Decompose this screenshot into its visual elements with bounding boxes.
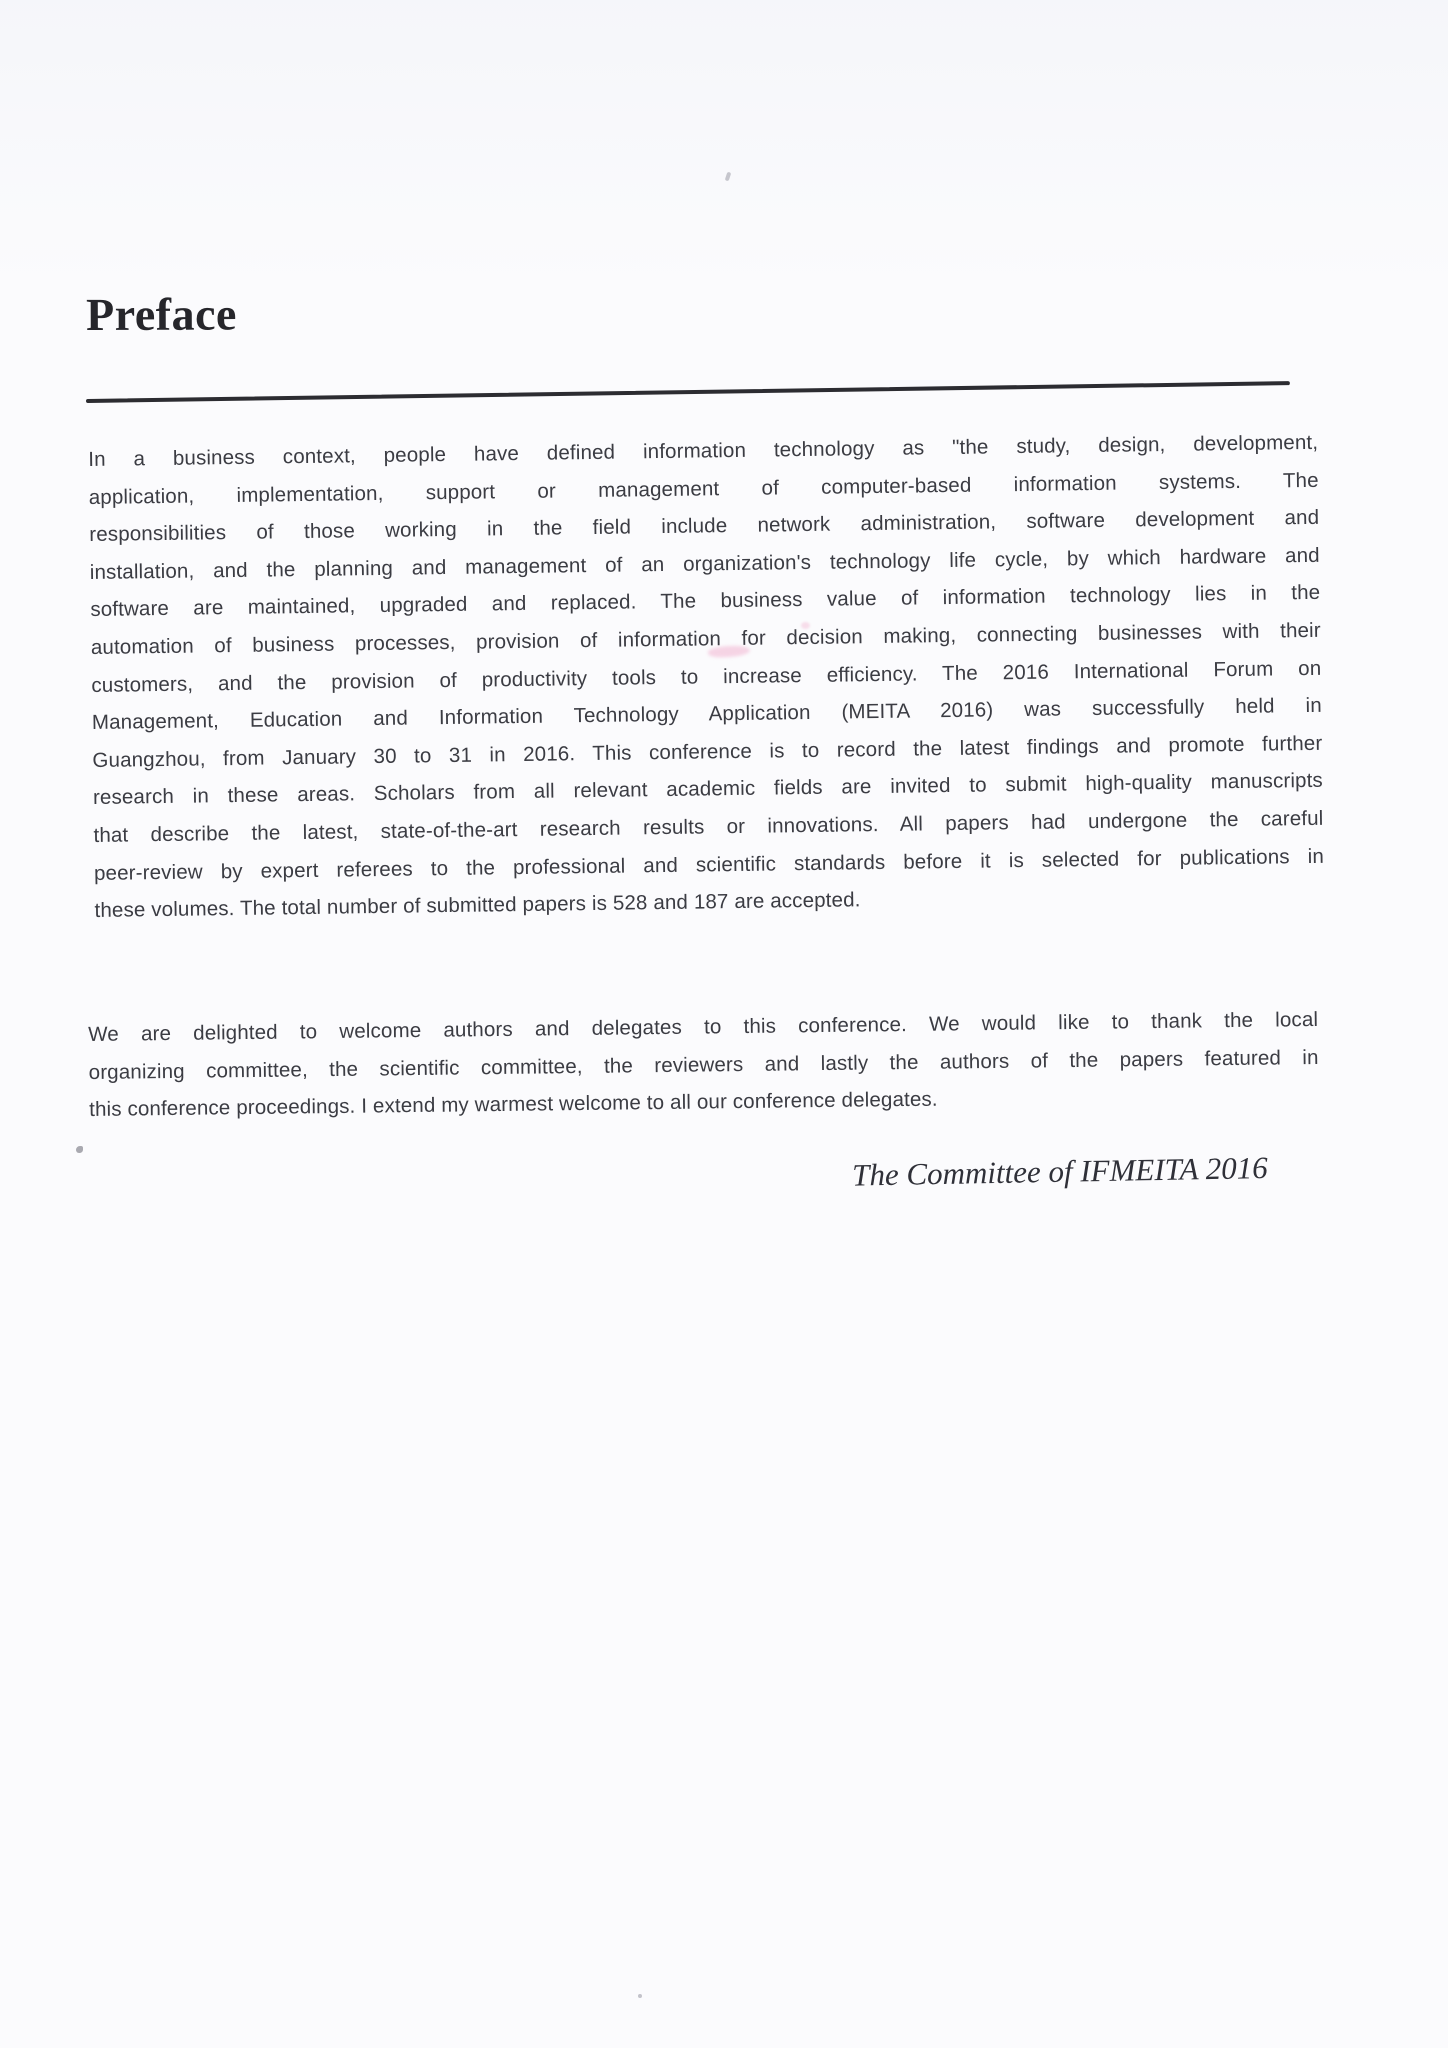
text-line: research in these areas. Scholars from all relevant academic fields are invited to submit high-quality manuscripts (92, 769, 1324, 810)
scan-speck (638, 1994, 642, 1998)
text-line: application, implementation, support or management of computer-based information systems. The (88, 468, 1319, 509)
committee-signature: The Committee of IFMEITA 2016 (851, 1150, 1268, 1193)
pink-smudge-dot (801, 622, 810, 629)
scan-speck (76, 1146, 83, 1153)
text-line: We are delighted to welcome authors and delegates to this conference. We would like to thank the local (88, 1007, 1319, 1046)
text-line: software are maintained, upgraded and replaced. The business value of information technology lies in the (90, 581, 1321, 622)
text-line: that describe the latest, state-of-the-art research results or innovations. All papers had undergone the careful (93, 806, 1324, 847)
preface-paragraph-2 (88, 1001, 1319, 1129)
text-line: In a business context, people have defined information technology as "the study, design, development, (88, 430, 1319, 471)
text-line: automation of business processes, provision of information for decision making, connecting businesses with their (90, 618, 1321, 659)
text-line: installation, and the planning and management of an organization's technology life cycle, by which hardware and (89, 543, 1320, 584)
text-line: Management, Education and Information Technology Application (MEITA 2016) was successfully held in (91, 693, 1322, 735)
preface-paragraph-1 (88, 424, 1325, 930)
text-line: peer-review by expert referees to the professional and scientific standards before it is selected for publications in (93, 844, 1325, 885)
page-title: Preface (86, 288, 237, 340)
scan-speck (725, 172, 732, 182)
text-line: customers, and the provision of productivity tools to increase efficiency. The 2016 International Forum on (91, 656, 1322, 697)
text-line: Guangzhou, from January 30 to 31 in 2016. This conference is to record the latest findings and promote further (92, 731, 1323, 772)
text-line: organizing committee, the scientific committee, the reviewers and lastly the authors of the papers featured in (88, 1045, 1319, 1084)
text-line: these volumes. The total number of submitted papers is 528 and 187 are accepted. (94, 888, 861, 923)
text-line: this conference proceedings. I extend my warmest welcome to all our conference delegates. (89, 1087, 938, 1122)
title-divider-rule (86, 381, 1290, 403)
text-line: responsibilities of those working in the field include network administration, software development and (89, 506, 1320, 547)
